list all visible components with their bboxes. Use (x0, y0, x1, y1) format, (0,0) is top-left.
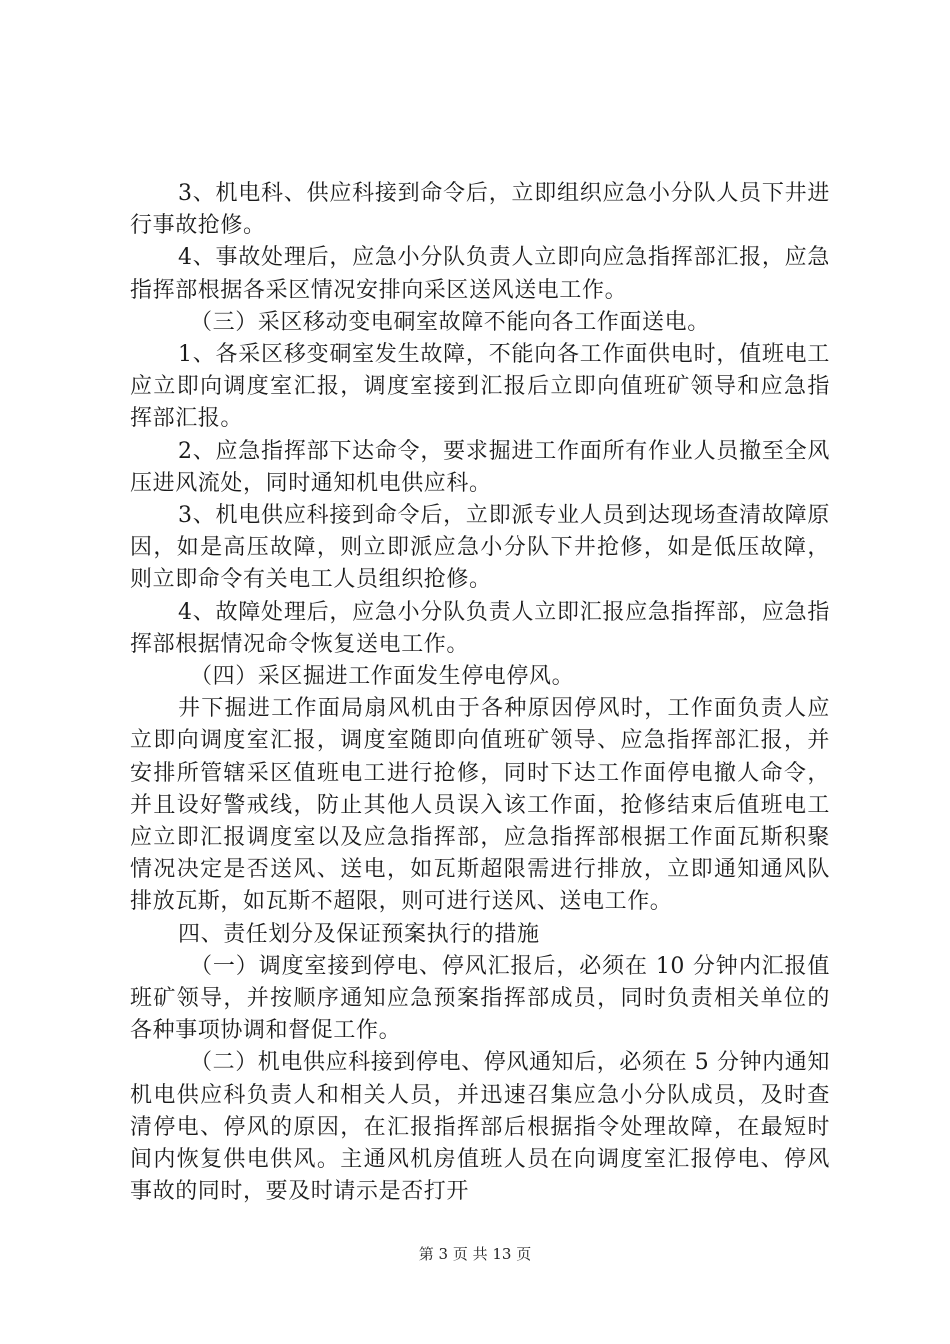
paragraph-11: （一）调度室接到停电、停风汇报后，必须在 10 分钟内汇报值班矿领导，并按顺序通知应急预案指挥部成员，同时负责相关单位的各种事项协调和督促工作。 (130, 953, 830, 1044)
page-number-footer: 第 3 页 共 13 页 (418, 1245, 532, 1263)
paragraph-4: 1、各采区移变硐室发生故障，不能向各工作面供电时，值班电工应立即向调度室汇报，调度室接到汇报后立即向值班矿领导和应急指挥部汇报。 (130, 342, 830, 432)
paragraph-12: （二）机电供应科接到停电、停风通知后，必须在 5 分钟内通知机电供应科负责人和相关人员，并迅速召集应急小分队成员，及时查清停电、停风的原因，在汇报指挥部后根据指令处理故障，在最短时间内恢复供电供风。主通风机房值班人员在向调度室汇报停电、停风事故的同时，要及时请示是否打开 (130, 1050, 830, 1205)
paragraph-7: 4、故障处理后，应急小分队负责人立即汇报应急指挥部，应急指挥部根据情况命令恢复送电工作。 (130, 599, 830, 657)
paragraph-6: 3、机电供应科接到命令后，立即派专业人员到达现场查清故障原因，如是高压故障，则立即派应急小分队下井抢修，如是低压故障，则立即命令有关电工人员组织抢修。 (130, 503, 830, 593)
section-heading-3: （三）采区移动变电硐室故障不能向各工作面送电。 (190, 309, 710, 335)
paragraph-9: 井下掘进工作面局扇风机由于各种原因停风时，工作面负责人应立即向调度室汇报，调度室随即向值班矿领导、应急指挥部汇报，并安排所管辖采区值班电工进行抢修，同时下达工作面停电撤人命令，并且设好警戒线，防止其他人员误入该工作面，抢修结束后值班电工应立即汇报调度室以及应急指挥部，应急指挥部根据工作面瓦斯积聚情况决定是否送风、送电，如瓦斯超限需进行排放，立即通知通风队排放瓦斯，如瓦斯不超限，则可进行送风、送电工作。 (130, 696, 830, 915)
paragraph-2: 4、事故处理后，应急小分队负责人立即向应急指挥部汇报，应急指挥部根据各采区情况安排向采区送风送电工作。 (130, 245, 830, 303)
section-heading-4: （四）采区掘进工作面发生停电停风。 (190, 664, 575, 690)
document-body (130, 178, 830, 1209)
paragraph-1: 3、机电科、供应科接到命令后，立即组织应急小分队人员下井进行事故抢修。 (130, 181, 830, 239)
paragraph-5: 2、应急指挥部下达命令，要求掘进工作面所有作业人员撤至全风压进风流处，同时通知机电供应科。 (130, 438, 830, 496)
chapter-heading: 四、责任划分及保证预案执行的措施 (178, 921, 540, 947)
